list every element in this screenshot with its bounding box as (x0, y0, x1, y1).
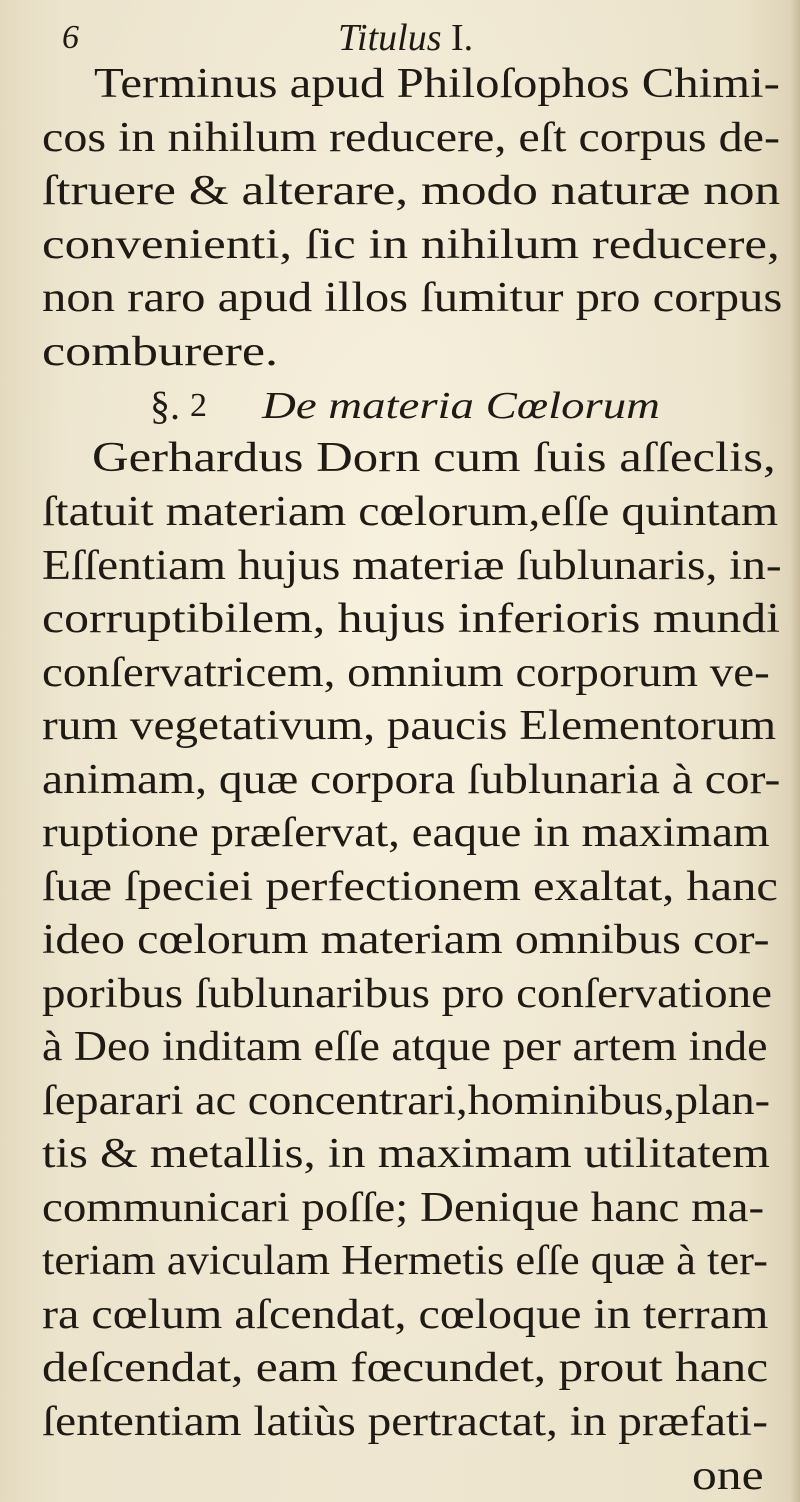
running-title-word: Titulus (338, 17, 442, 59)
text-line (0, 1287, 800, 1343)
text-line (0, 538, 800, 594)
text-line (0, 1180, 800, 1236)
line-text: non raro apud illos ſumitur pro corpus (42, 275, 783, 321)
line-text: corruptibilem, hujus inferioris mundi (42, 596, 780, 642)
text-line (0, 110, 800, 166)
text-line (0, 56, 800, 112)
line-text: poribus ſublunaribus pro conſervatione (42, 971, 773, 1017)
line-text: deſcendat, eam fœcundet, prout hanc (42, 1345, 769, 1391)
line-text: ſeparari ac concentrari,hominibus,plan- (42, 1078, 771, 1124)
text-line (0, 752, 800, 808)
text-line (0, 1126, 800, 1182)
line-text: ſuæ ſpeciei perfectionem exaltat, hanc (42, 864, 778, 910)
line-text: convenienti, ſic in nihilum reducere, (42, 222, 780, 268)
line-text: ruptione præſervat, eaque in maximam (42, 810, 770, 856)
text-line (0, 217, 800, 273)
text-line (0, 645, 800, 701)
line-text: teriam aviculam Hermetis eſſe quæ à ter- (42, 1238, 768, 1284)
text-line (0, 324, 800, 380)
line-text: Gerhardus Dorn cum ſuis aſſeclis, (92, 435, 776, 481)
section-number: 2 (190, 387, 207, 424)
text-line (0, 805, 800, 861)
line-text: one (692, 1453, 764, 1499)
text-line (0, 484, 800, 540)
text-line (0, 859, 800, 915)
line-text: à Deo inditam eſſe atque per artem inde (42, 1024, 768, 1070)
line-text: Eſſentiam hujus materiæ ſublunaris, in- (42, 543, 782, 589)
text-line (0, 698, 800, 754)
text-line (0, 1340, 800, 1396)
line-text: ideo cœlorum materiam omnibus cor- (42, 917, 770, 963)
text-line (0, 270, 800, 326)
line-text: cos in nihilum reducere, eſt corpus de- (42, 115, 780, 161)
section-mark: §. (150, 383, 180, 428)
text-line (0, 1019, 800, 1075)
line-text: Terminus apud Philoſophos Chimi- (94, 61, 780, 107)
page-number: 6 (62, 19, 79, 56)
line-text: ſtruere & alterare, modo naturæ non (42, 168, 781, 214)
section-title: De materia Cœlorum (262, 385, 661, 427)
line-text: tis & metallis, in maximam utilitatem (42, 1131, 770, 1177)
line-text: communicari poſſe; Denique hanc ma- (42, 1185, 765, 1231)
text-line (0, 591, 800, 647)
text-line (0, 966, 800, 1022)
line-text: rum vegetativum, paucis Elementorum (42, 703, 777, 749)
text-line (0, 1073, 800, 1129)
section-heading (0, 378, 800, 434)
running-title-numeral: I. (451, 17, 474, 59)
text-line (0, 912, 800, 968)
line-text: ra cœlum aſcendat, cœloque in terram (42, 1292, 769, 1338)
text-line (0, 1448, 800, 1502)
text-line (0, 1394, 800, 1450)
line-text: conſervatricem, omnium corporum ve- (42, 650, 770, 696)
text-line (0, 163, 800, 219)
text-line (0, 430, 800, 486)
line-text: comburere. (42, 329, 279, 375)
line-text: animam, quæ corpora ſublunaria à cor- (42, 757, 781, 803)
line-text: ſtatuit materiam cœlorum,eſſe quintam (42, 489, 779, 535)
text-line (0, 1233, 800, 1289)
line-text: ſententiam latiùs pertractat, in præfati- (42, 1399, 768, 1445)
